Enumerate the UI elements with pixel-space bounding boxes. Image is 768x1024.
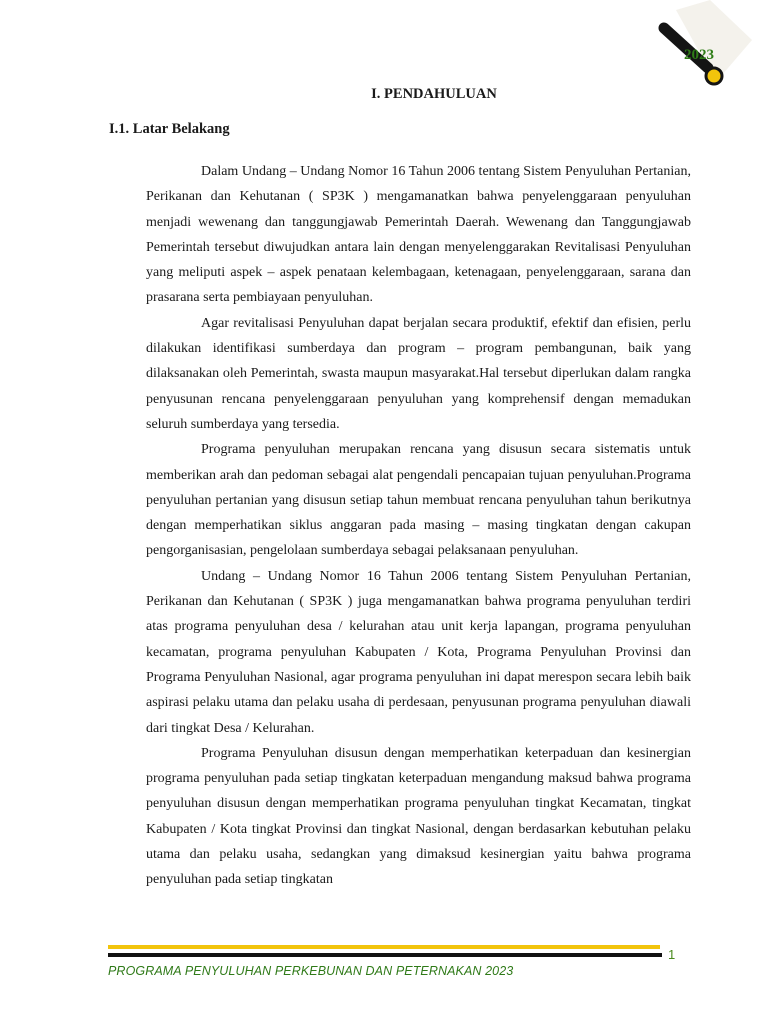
- paragraph: Agar revitalisasi Penyuluhan dapat berjalan secara produktif, efektif dan efisien, perlu dilakukan identifikasi sumberdaya dan program – program pembangunan, baik yang dilaksanakan oleh Pemerintah, swasta maupun masyarakat.Hal tersebut diperlukan dalam rangka penyusunan rencana penyelenggaraan penyuluhan yang komprehensif dengan memadukan seluruh sumberdaya yang tersedia.: [146, 315, 691, 432]
- corner-circle-icon: [706, 68, 722, 84]
- paragraph: Dalam Undang – Undang Nomor 16 Tahun 2006 tentang Sistem Penyuluhan Pertanian, Perikanan dan Kehutanan ( SP3K ) mengamanatkan bahwa penyelenggaraan penyuluhan menjadi wewenang dan tanggungjawab Pemerintah Daerah. Wewenang dan Tanggungjawab Pemerintah tersebut diwujudkan antara lain dengan menyelenggarakan Revitalisasi Penyuluhan yang meliputi aspek – aspek penataan kelembagaan, ketenagaan, penyelenggaraan, sarana dan prasarana serta pembiayaan penyuluhan.: [146, 164, 691, 306]
- body-text: [146, 159, 691, 893]
- chapter-title: I. PENDAHULUAN: [371, 86, 497, 102]
- paragraph: Undang – Undang Nomor 16 Tahun 2006 tentang Sistem Penyuluhan Pertanian, Perikanan dan Kehutanan ( SP3K ) juga mengamanatkan bahwa programa penyuluhan terdiri atas programa penyuluhan desa / kelurahan atau unit kerja lapangan, programa penyuluhan kecamatan, programa penyuluhan Kabupaten / Kota, Programa Penyuluhan Provinsi dan Programa Penyuluhan Nasional, agar programa penyuluhan ini dapat merespon secara lebih baik aspirasi pelaku utama dan pelaku usaha di perdesaan, penyusunan programa penyuluhan diawali dari tingkat Desa / Kelurahan.: [146, 568, 691, 736]
- paragraph: Programa penyuluhan merupakan rencana yang disusun secara sistematis untuk memberikan arah dan pedoman sebagai alat pengendali pencapaian tujuan penyuluhan.Programa penyuluhan pertanian yang disusun setiap tahun membuat rencana penyuluhan tahun berikutnya dengan memperhatikan siklus anggaran pada masing – masing tingkatan dengan cakupan pengorganisasian, pengelolaan sumberdaya sebagai pelaksanaan penyuluhan.: [146, 442, 691, 559]
- footer-rule-yellow: [108, 945, 660, 949]
- page-number: 1: [668, 947, 676, 962]
- footer-title: PROGRAMA PENYULUHAN PERKEBUNAN DAN PETERNAKAN 2023: [108, 964, 514, 978]
- year-badge-text: 2023: [684, 47, 714, 63]
- section-title: I.1. Latar Belakang: [109, 121, 230, 137]
- paragraph: Programa Penyuluhan disusun dengan memperhatikan keterpaduan dan kesinergian programa penyuluhan pada setiap tingkatan keterpaduan mengandung maksud bahwa programa penyuluhan disusun dengan memperhatikan programa penyuluhan tingkat Kecamatan, tingkat Kabupaten / Kota tingkat Provinsi dan tingkat Nasional, dengan berdasarkan kebutuhan pelaku utama dan pelaku usaha, sedangkan yang dimaksud kesinergian yaitu bahwa programa penyuluhan pada setiap tingkatan: [146, 745, 691, 888]
- footer-rule-black: [108, 953, 662, 957]
